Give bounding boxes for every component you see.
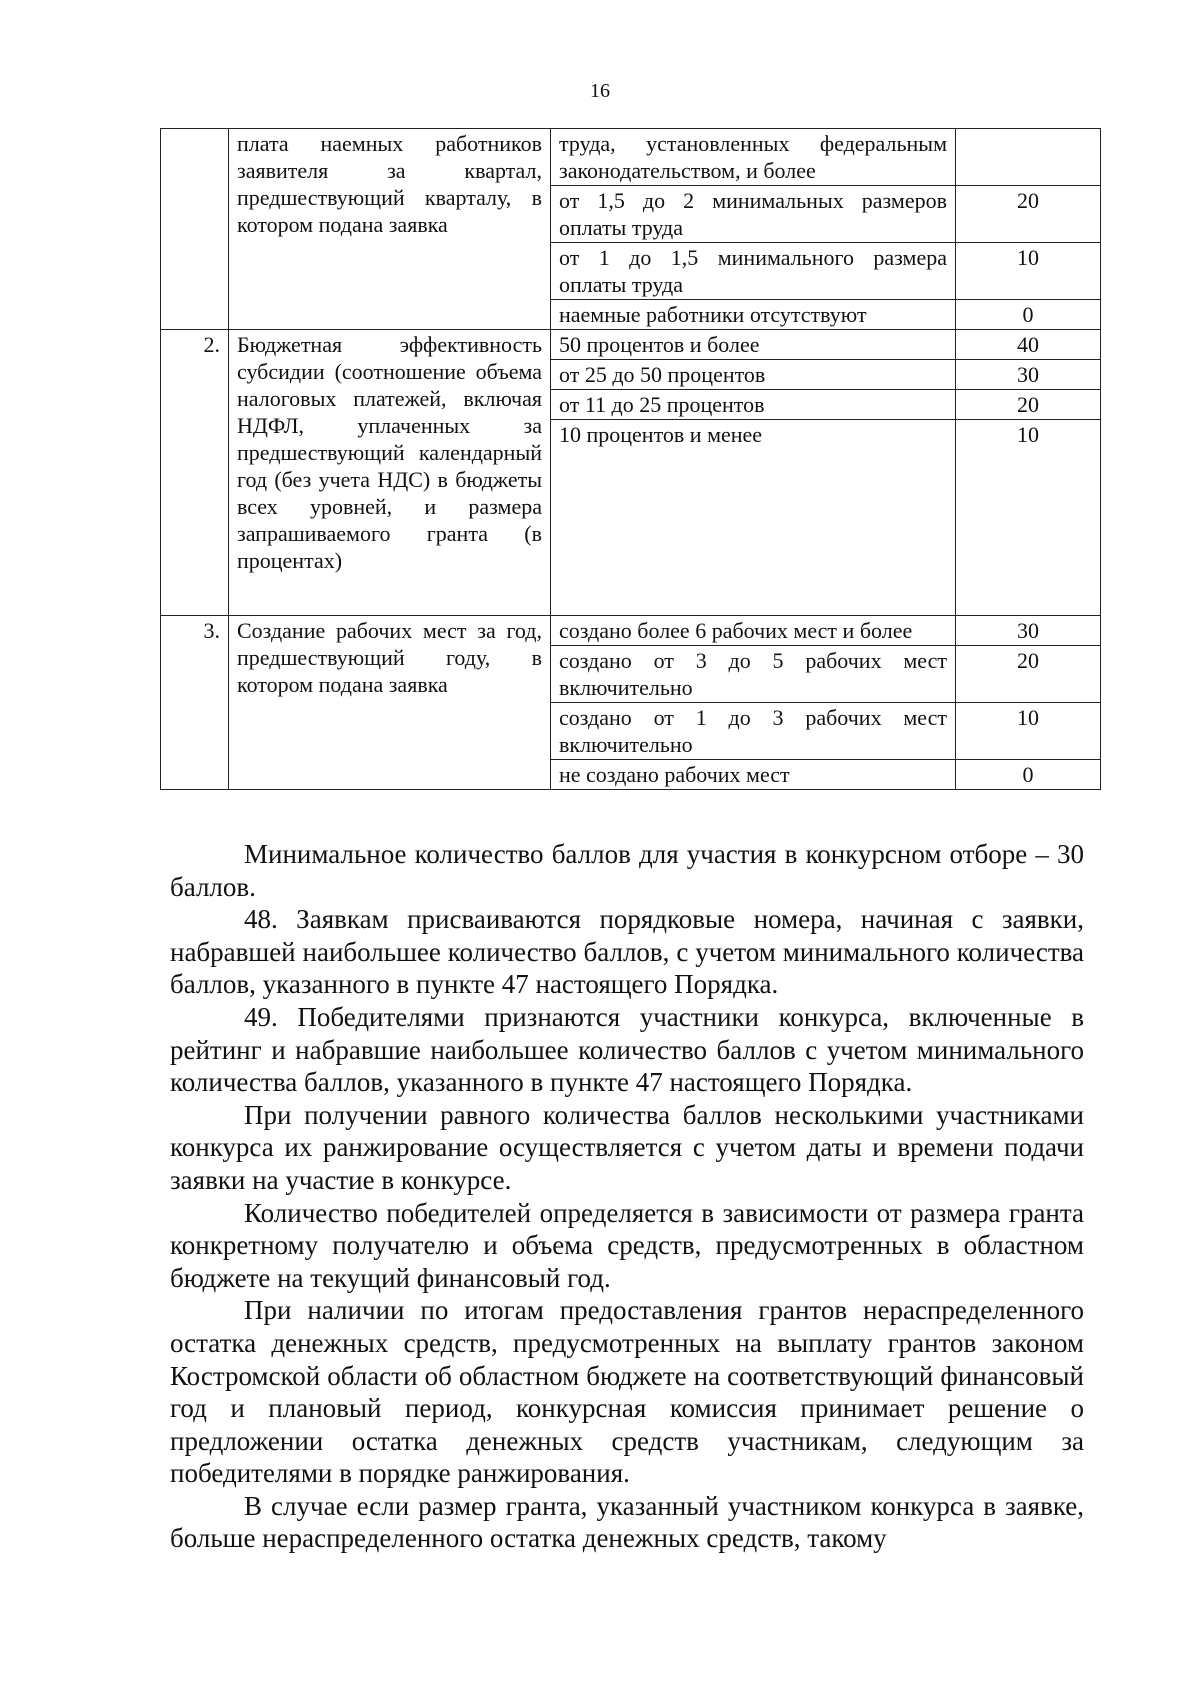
paragraph-48: 48. Заявкам присваиваются порядковые номера, начиная с заявки, набравшей наибольшее количество баллов, с учетом минимального количества баллов, указанного в пункте 47 настоящего Порядка.	[170, 904, 1084, 1000]
criterion-cell: плата наемных работников заявителя за квартал, предшествующий кварталу, в котором подана заявка	[229, 129, 551, 330]
row-number	[161, 129, 229, 330]
score-cell: 20	[956, 390, 1101, 420]
paragraph-winner-count: Количество победителей определяется в зависимости от размера гранта конкретному получателю и объема средств, предусмотренных в областном бюджете на текущий финансовый год.	[170, 1197, 1084, 1293]
paragraph-49: 49. Победителями признаются участники конкурса, включенные в рейтинг и набравшие наибольшее количество баллов с учетом минимального количества баллов, указанного в пункте 47 настоящего Порядка.	[170, 1001, 1084, 1098]
paragraph-grant-size: В случае если размер гранта, указанный участником конкурса в заявке, больше нераспределенного остатка денежных средств, такому	[170, 1490, 1084, 1554]
condition-cell: не создано рабочих мест	[551, 760, 956, 790]
score-cell: 30	[956, 360, 1101, 390]
condition-cell: от 1 до 1,5 минимального размера оплаты труда	[551, 243, 956, 300]
condition-cell: от 11 до 25 процентов	[551, 390, 956, 420]
table-row	[161, 616, 1101, 646]
row-number: 3.	[161, 616, 229, 790]
criterion-cell: Бюджетная эффективность субсидии (соотношение объема налоговых платежей, включая НДФЛ, уплаченных за предшествующий календарный год (без учета НДС) в бюджеты всех уровней, и размера запрашиваемого гранта (в процентах)	[229, 330, 551, 616]
condition-cell: от 25 до 50 процентов	[551, 360, 956, 390]
criterion-cell: Создание рабочих мест за год, предшествующий году, в котором подана заявка	[229, 616, 551, 790]
criteria-table	[160, 128, 1101, 790]
score-cell: 30	[956, 616, 1101, 646]
condition-cell: 10 процентов и менее	[551, 420, 956, 616]
condition-cell: создано от 1 до 3 рабочих мест включительно	[551, 703, 956, 760]
row-number: 2.	[161, 330, 229, 616]
condition-cell: от 1,5 до 2 минимальных размеров оплаты труда	[551, 186, 956, 243]
paragraph-remaining-funds: При наличии по итогам предоставления грантов нераспределенного остатка денежных средств, предусмотренных на выплату грантов законом Костромской области об областном бюджете на соответствующий финансовый год и плановый период, конкурсная комиссия принимает решение о предложении остатка денежных средств участникам, следующим за победителями в порядке ранжирования.	[170, 1295, 1084, 1489]
condition-cell: труда, установленных федеральным законодательством, и более	[551, 129, 956, 186]
score-cell: 20	[956, 646, 1101, 703]
score-cell: 0	[956, 760, 1101, 790]
condition-cell: наемные работники отсутствуют	[551, 300, 956, 330]
paragraph-min-score: Минимальное количество баллов для участия в конкурсном отборе – 30 баллов.	[170, 839, 1084, 902]
score-cell: 20	[956, 186, 1101, 243]
condition-cell: 50 процентов и более	[551, 330, 956, 360]
score-cell: 10	[956, 420, 1101, 616]
score-cell: 10	[956, 703, 1101, 760]
condition-cell: создано от 3 до 5 рабочих мест включительно	[551, 646, 956, 703]
paragraph-equal-scores: При получении равного количества баллов несколькими участниками конкурса их ранжирование осуществляется с учетом даты и времени подачи заявки на участие в конкурсе.	[170, 1099, 1084, 1195]
score-cell: 0	[956, 300, 1101, 330]
table-row	[161, 129, 1101, 186]
body-text	[170, 838, 1084, 1555]
score-cell: 40	[956, 330, 1101, 360]
table-row	[161, 330, 1101, 360]
score-cell	[956, 129, 1101, 186]
page-number: 16	[590, 80, 610, 102]
score-cell: 10	[956, 243, 1101, 300]
condition-cell: создано более 6 рабочих мест и более	[551, 616, 956, 646]
